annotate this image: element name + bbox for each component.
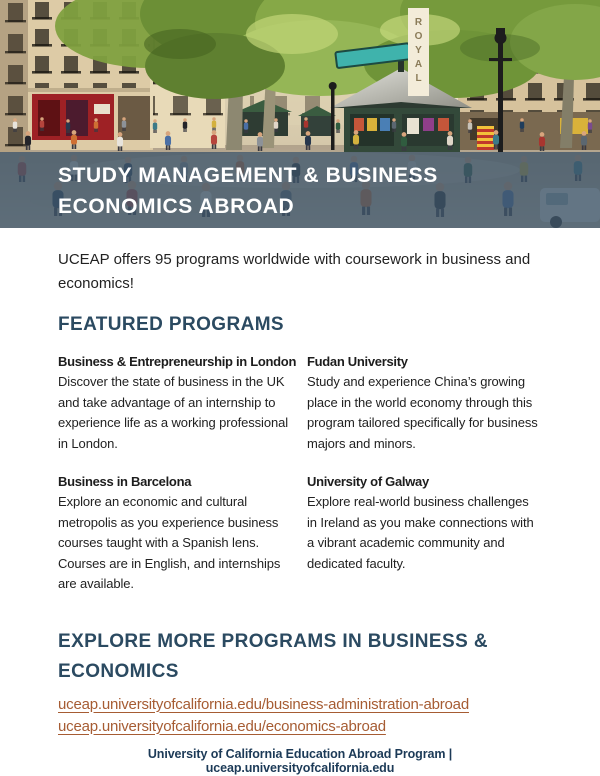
royal-hotel-sign: ROYAL	[408, 8, 429, 96]
footer-text: University of California Education Abroad Program | uceap.universityofcalifornia.edu	[147, 746, 453, 775]
program-description: Discover the state of business in the UK and take advantage of an internship to experience life as a working professional in London.	[58, 374, 289, 451]
hero-photo	[0, 0, 600, 228]
title-banner	[0, 152, 600, 228]
program-title: Fudan University	[307, 354, 408, 369]
program-title: University of Galway	[307, 474, 429, 489]
explore-more-heading: EXPLORE MORE PROGRAMS IN BUSINESS & ECONOMICS	[58, 630, 488, 682]
page-title-line2: ECONOMICS ABROAD	[58, 195, 295, 218]
featured-programs-heading: FEATURED PROGRAMS	[58, 314, 285, 335]
business-administration-link[interactable]: uceap.universityofcalifornia.edu/business-administration-abroad	[58, 695, 469, 713]
program-title: Business in Barcelona	[58, 474, 192, 489]
catalan-flag	[477, 126, 494, 150]
program-london	[58, 352, 297, 454]
program-description: Explore real-world business challenges in Ireland as you make connections with a vibrant academic community and dedicated faculty.	[307, 494, 534, 571]
intro-text: UCEAP offers 95 programs worldwide with coursework in business and economics!	[58, 251, 531, 292]
programs-column-left	[58, 352, 297, 613]
programs-grid	[58, 352, 542, 613]
page-title-line1: STUDY MANAGEMENT & BUSINESS	[58, 164, 438, 187]
program-description: Explore an economic and cultural metropolis as you experience business courses taught with a Spanish lens. Courses are in English, and internships are available.	[58, 494, 281, 591]
programs-column-right	[307, 352, 542, 613]
economics-abroad-link[interactable]: uceap.universityofcalifornia.edu/economics-abroad	[58, 717, 386, 735]
flyer-content	[0, 248, 600, 775]
program-description: Study and experience China’s growing place in the world economy through this program tailored specifically for business majors and minors.	[307, 374, 538, 451]
program-links	[58, 694, 542, 738]
program-galway	[307, 472, 542, 574]
program-barcelona	[58, 472, 293, 595]
program-fudan	[307, 352, 542, 454]
program-title: Business & Entrepreneurship in London	[58, 354, 297, 369]
